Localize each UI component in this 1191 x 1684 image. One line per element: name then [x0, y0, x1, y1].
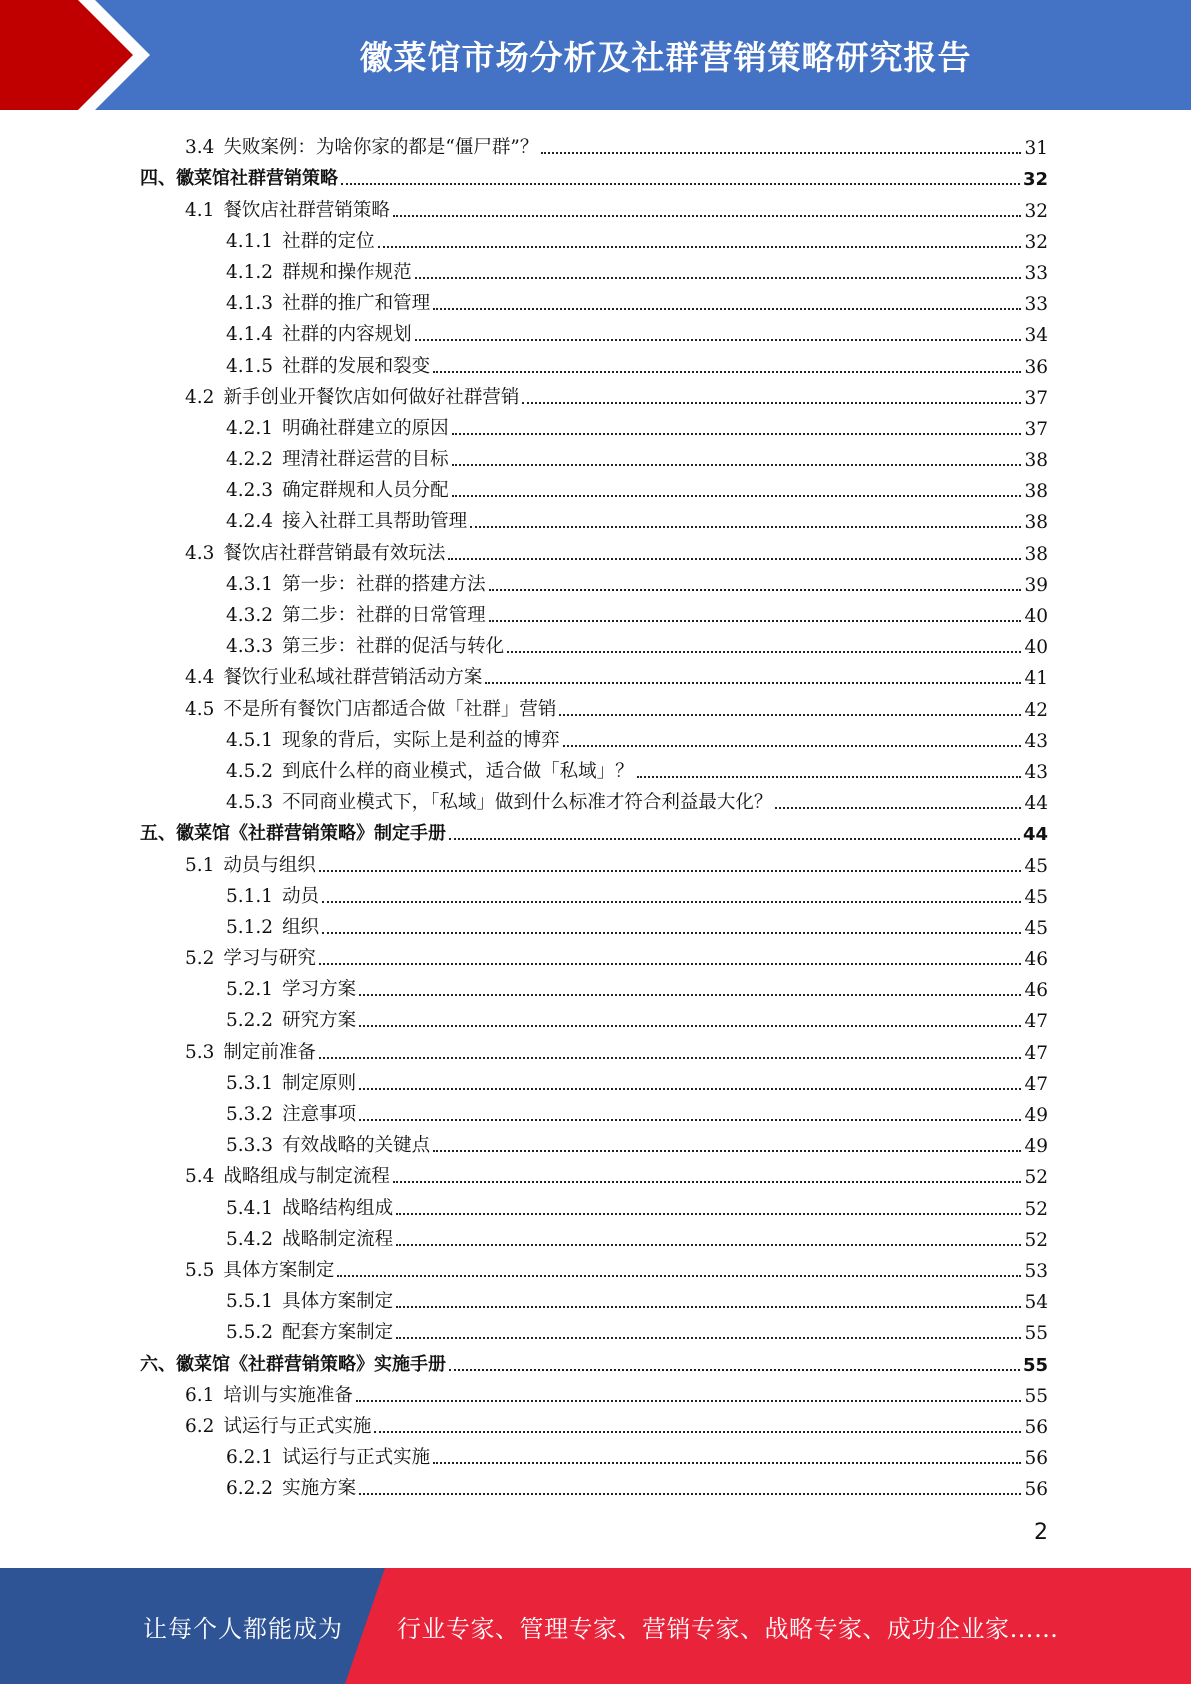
toc-leader-dots	[319, 963, 1022, 965]
toc-entry-text: 战略组成与制定流程	[223, 1166, 390, 1188]
toc-entry-text: 有效战略的关键点	[282, 1135, 431, 1157]
toc-entry-label	[226, 289, 430, 315]
toc-entry[interactable]	[140, 253, 1048, 284]
toc-leader-dots	[374, 1431, 1021, 1433]
toc-entry[interactable]	[140, 1376, 1048, 1407]
toc-entry-label	[226, 1318, 393, 1344]
toc-entry[interactable]	[140, 315, 1048, 346]
toc-entry-number: 4.5	[185, 698, 215, 720]
toc-entry-page: 46	[1024, 980, 1048, 1002]
toc-leader-dots	[452, 433, 1022, 435]
toc-leader-dots	[319, 1057, 1022, 1059]
toc-leader-dots	[396, 1306, 1021, 1308]
page-footer	[0, 1568, 1191, 1684]
toc-entry-label	[185, 944, 316, 970]
table-of-contents	[140, 128, 1048, 1500]
toc-entry-number: 4.2.1	[226, 417, 274, 439]
toc-entry-text: 社群的定位	[282, 230, 375, 252]
toc-entry[interactable]	[140, 378, 1048, 409]
toc-entry[interactable]	[140, 1469, 1048, 1500]
toc-entry-page: 49	[1024, 1105, 1048, 1126]
toc-leader-dots	[470, 526, 1021, 528]
toc-entry[interactable]	[140, 159, 1048, 190]
toc-entry-number: 5.2.2	[226, 1010, 274, 1032]
toc-entry-number: 5.5.2	[226, 1322, 274, 1344]
toc-entry-number: 6.2.1	[226, 1447, 274, 1469]
toc-entry-number: 4.3.2	[226, 605, 274, 626]
toc-entry-label	[226, 1474, 356, 1500]
toc-leader-dots	[452, 464, 1022, 466]
toc-entry[interactable]	[140, 752, 1048, 783]
toc-leader-dots	[359, 1119, 1021, 1121]
toc-entry-page: 34	[1024, 325, 1048, 347]
toc-entry[interactable]	[140, 658, 1048, 689]
toc-entry-page: 38	[1024, 450, 1048, 472]
toc-entry-page: 43	[1024, 761, 1048, 783]
toc-entry-number: 4.3.3	[226, 636, 274, 658]
toc-entry-page: 36	[1024, 356, 1048, 378]
toc-entry-text: 六、徽菜馆《社群营销策略》实施手册	[140, 1353, 446, 1375]
toc-leader-dots	[319, 870, 1022, 872]
toc-entry-text: 明确社群建立的原因	[282, 417, 449, 439]
toc-entry-label	[226, 1100, 356, 1126]
toc-entry-number: 4.1.5	[226, 355, 274, 377]
toc-entry-number: 5.3.2	[226, 1104, 274, 1125]
toc-entry-number: 4.1.3	[226, 293, 274, 315]
toc-leader-dots	[452, 495, 1022, 497]
toc-entry-number: 5.4.1	[226, 1197, 274, 1219]
toc-entry-text: 确定群规和人员分配	[282, 480, 449, 502]
toc-leader-dots	[415, 277, 1022, 279]
toc-entry-page: 56	[1024, 1416, 1048, 1438]
toc-entry-label	[185, 196, 390, 222]
toc-entry-label	[140, 1350, 446, 1376]
toc-entry-number: 5.1	[185, 854, 215, 876]
toc-leader-dots	[396, 1244, 1021, 1246]
toc-entry-text: 具体方案制定	[223, 1259, 335, 1281]
toc-entry-page: 41	[1024, 668, 1048, 690]
toc-entry-number: 5.5.1	[226, 1291, 274, 1313]
toc-leader-dots	[322, 901, 1021, 903]
toc-entry[interactable]	[140, 1220, 1048, 1251]
toc-entry-page: 56	[1024, 1479, 1048, 1501]
toc-leader-dots	[393, 1181, 1022, 1183]
toc-entry-page: 47	[1024, 1011, 1048, 1033]
toc-entry[interactable]	[140, 721, 1048, 752]
toc-entry-number: 4.2.2	[226, 449, 274, 471]
toc-entry-label	[185, 663, 482, 689]
toc-entry[interactable]	[140, 1095, 1048, 1126]
toc-entry-number: 6.2.2	[226, 1478, 274, 1500]
toc-entry-page: 38	[1024, 512, 1048, 534]
toc-entry-label	[185, 1412, 371, 1438]
toc-entry-number: 4.2	[185, 386, 215, 408]
footer-slogan-left: 让每个人都能成为	[143, 1614, 343, 1643]
toc-entry-label	[226, 975, 356, 1001]
toc-entry[interactable]	[140, 1001, 1048, 1032]
toc-entry-label	[185, 1162, 390, 1188]
toc-entry[interactable]	[140, 627, 1048, 658]
toc-entry[interactable]	[140, 471, 1048, 502]
toc-entry-text: 五、徽菜馆《社群营销策略》制定手册	[140, 823, 446, 845]
toc-entry-label	[226, 632, 504, 658]
toc-leader-dots	[485, 682, 1021, 684]
toc-entry-label	[226, 1225, 393, 1251]
toc-entry[interactable]	[140, 1188, 1048, 1219]
toc-entry-label	[185, 1256, 334, 1282]
toc-entry-number: 4.2.4	[226, 511, 274, 533]
toc-entry-label	[185, 695, 556, 721]
toc-entry-text: 制定前准备	[223, 1041, 316, 1063]
toc-entry-page: 55	[1024, 1385, 1048, 1407]
toc-entry-number: 4.5.2	[226, 760, 274, 782]
toc-entry-page: 53	[1024, 1260, 1048, 1282]
toc-entry[interactable]	[140, 1344, 1048, 1375]
toc-entry[interactable]	[140, 533, 1048, 564]
toc-entry-number: 6.2	[185, 1415, 215, 1437]
toc-entry-text: 组织	[282, 916, 320, 938]
toc-entry-label	[226, 227, 375, 253]
toc-entry[interactable]	[140, 502, 1048, 533]
toc-entry-text: 配套方案制定	[282, 1322, 394, 1344]
toc-leader-dots	[448, 558, 1021, 560]
toc-entry-text: 到底什么样的商业模式，适合做「私域」？	[282, 760, 634, 782]
toc-entry-number: 3.4	[185, 137, 215, 159]
toc-entry-text: 不是所有餐饮门店都适合做「社群」营销	[223, 698, 557, 720]
toc-entry-text: 试运行与正式实施	[223, 1415, 372, 1437]
toc-entry-text: 现象的背后，实际上是利益的博弈	[282, 729, 560, 751]
toc-entry-label	[140, 164, 338, 190]
toc-entry[interactable]	[140, 284, 1048, 315]
toc-entry[interactable]	[140, 128, 1048, 159]
toc-entry-text: 第一步：社群的搭建方法	[282, 573, 486, 595]
toc-entry[interactable]	[140, 783, 1048, 814]
toc-entry-page: 45	[1024, 917, 1048, 939]
toc-entry-label	[185, 1381, 353, 1407]
toc-entry-text: 群规和操作规范	[282, 261, 412, 283]
toc-entry-text: 试运行与正式实施	[282, 1447, 431, 1469]
toc-leader-dots	[396, 1337, 1021, 1339]
toc-entry-text: 社群的发展和裂变	[282, 355, 431, 377]
toc-leader-dots	[337, 1275, 1021, 1277]
toc-entry-number: 4.5.1	[226, 729, 274, 751]
toc-entry-page: 37	[1024, 387, 1048, 409]
toc-leader-dots	[415, 339, 1022, 341]
toc-entry[interactable]	[140, 1407, 1048, 1438]
toc-leader-dots	[359, 1493, 1021, 1495]
toc-leader-dots	[433, 371, 1021, 373]
toc-entry-page: 45	[1024, 886, 1048, 908]
toc-leader-dots	[359, 1025, 1021, 1027]
toc-entry-text: 第三步：社群的促活与转化	[282, 636, 505, 658]
toc-entry-number: 4.1.2	[226, 261, 274, 283]
toc-entry[interactable]	[140, 190, 1048, 221]
toc-entry-page: 32	[1024, 200, 1048, 222]
toc-entry-number: 5.3.3	[226, 1135, 274, 1157]
toc-leader-dots	[449, 838, 1020, 840]
toc-entry-page: 38	[1024, 543, 1048, 565]
toc-entry[interactable]	[140, 814, 1048, 845]
toc-entry-number: 4.4	[185, 667, 215, 689]
toc-entry-text: 实施方案	[282, 1478, 357, 1500]
toc-leader-dots	[433, 1462, 1021, 1464]
toc-entry-number: 4.1.1	[226, 230, 274, 252]
toc-entry-text: 接入社群工具帮助管理	[282, 511, 468, 533]
toc-entry[interactable]	[140, 409, 1048, 440]
toc-entry-page: 55	[1024, 1323, 1048, 1345]
toc-entry-page: 40	[1024, 637, 1048, 659]
toc-leader-dots	[433, 308, 1021, 310]
toc-entry-page: 52	[1024, 1198, 1048, 1220]
toc-entry-number: 6.1	[185, 1384, 215, 1406]
toc-entry[interactable]	[140, 970, 1048, 1001]
report-title: 徽菜馆市场分析及社群营销策略研究报告	[359, 37, 972, 77]
header-arrow-icon	[0, 0, 160, 110]
toc-leader-dots	[378, 246, 1022, 248]
toc-entry-number: 5.2.1	[226, 979, 274, 1001]
toc-entry-text: 餐饮店社群营销策略	[223, 199, 390, 221]
toc-entry-label	[226, 1069, 356, 1095]
toc-entry-label	[226, 788, 772, 814]
toc-entry-label	[185, 539, 445, 565]
toc-entry[interactable]	[140, 908, 1048, 939]
toc-entry-text: 具体方案制定	[282, 1291, 394, 1313]
toc-entry-page: 42	[1024, 699, 1048, 721]
toc-entry-label	[226, 1006, 356, 1032]
toc-leader-dots	[322, 932, 1021, 934]
toc-leader-dots	[356, 1400, 1022, 1402]
toc-leader-dots	[522, 402, 1021, 404]
toc-entry-number: 4.3.1	[226, 573, 274, 595]
toc-entry-text: 培训与实施准备	[223, 1384, 353, 1406]
toc-entry-label	[226, 476, 449, 502]
toc-entry-number: 5.3	[185, 1041, 215, 1063]
toc-leader-dots	[563, 745, 1022, 747]
toc-leader-dots	[449, 1369, 1020, 1371]
toc-entry-text: 战略制定流程	[282, 1228, 394, 1250]
toc-entry-label	[226, 445, 449, 471]
toc-entry-label	[140, 819, 446, 845]
toc-entry-page: 37	[1024, 418, 1048, 440]
page-number: 2	[1034, 1520, 1048, 1545]
toc-entry-number: 4.1.4	[226, 324, 274, 346]
toc-entry-text: 动员与组织	[223, 854, 316, 876]
toc-entry-text: 制定原则	[282, 1072, 357, 1094]
toc-entry-page: 55	[1022, 1354, 1048, 1376]
toc-entry-label	[226, 601, 486, 627]
toc-leader-dots	[396, 1213, 1021, 1215]
toc-entry-number: 4.2.3	[226, 480, 274, 502]
toc-entry-page: 32	[1024, 231, 1048, 253]
toc-entry[interactable]	[140, 1157, 1048, 1188]
toc-entry-page: 33	[1024, 262, 1048, 284]
toc-entry-page: 49	[1024, 1136, 1048, 1158]
toc-entry[interactable]	[140, 565, 1048, 596]
toc-entry-label	[185, 383, 519, 409]
toc-leader-dots	[637, 776, 1022, 778]
toc-entry-label	[226, 757, 634, 783]
toc-leader-dots	[489, 620, 1022, 622]
toc-entry-page: 56	[1024, 1448, 1048, 1470]
toc-entry-text: 四、徽菜馆社群营销策略	[140, 168, 338, 190]
toc-entry-text: 注意事项	[282, 1104, 357, 1125]
toc-entry-number: 4.1	[185, 199, 215, 221]
toc-entry-page: 44	[1022, 824, 1048, 846]
footer-slogan-right: 行业专家、管理专家、营销专家、战略专家、成功企业家……	[397, 1614, 1059, 1643]
toc-entry-text: 研究方案	[282, 1010, 357, 1032]
toc-entry-text: 学习方案	[282, 979, 357, 1001]
toc-entry-number: 5.4	[185, 1166, 215, 1188]
toc-entry-label	[185, 1038, 316, 1064]
toc-entry-label	[226, 320, 412, 346]
toc-entry-label	[226, 1287, 393, 1313]
toc-entry[interactable]	[140, 1282, 1048, 1313]
toc-leader-dots	[393, 215, 1022, 217]
toc-entry-page: 52	[1024, 1167, 1048, 1189]
toc-entry-text: 新手创业开餐饮店如何做好社群营销	[223, 386, 520, 408]
toc-entry-number: 5.1.2	[226, 916, 274, 938]
toc-entry-page: 32	[1022, 169, 1048, 191]
toc-entry[interactable]	[140, 440, 1048, 471]
toc-entry-page: 44	[1024, 793, 1048, 815]
toc-entry-text: 学习与研究	[223, 948, 316, 970]
toc-entry-label	[226, 258, 412, 284]
toc-entry-label	[226, 414, 449, 440]
toc-leader-dots	[341, 183, 1020, 185]
toc-entry-label	[226, 882, 319, 908]
toc-entry-text: 餐饮店社群营销最有效玩法	[223, 542, 446, 564]
toc-entry-text: 理清社群运营的目标	[282, 449, 449, 471]
toc-entry-label	[226, 507, 467, 533]
toc-entry-label	[226, 570, 486, 596]
toc-entry-page: 47	[1024, 1042, 1048, 1064]
toc-entry-number: 5.5	[185, 1259, 215, 1281]
toc-entry-text: 第二步：社群的日常管理	[282, 605, 486, 626]
toc-entry-number: 5.2	[185, 948, 215, 970]
toc-entry-label	[226, 913, 319, 939]
toc-entry-label	[226, 1131, 430, 1157]
toc-entry[interactable]	[140, 222, 1048, 253]
toc-leader-dots	[775, 807, 1021, 809]
toc-entry-page: 54	[1024, 1292, 1048, 1314]
toc-entry-page: 46	[1024, 949, 1048, 971]
toc-entry-text: 战略结构组成	[282, 1197, 394, 1219]
toc-entry-number: 5.4.2	[226, 1228, 274, 1250]
toc-entry-page: 47	[1024, 1073, 1048, 1095]
toc-entry-label	[226, 1194, 393, 1220]
page-header	[0, 0, 1191, 110]
toc-leader-dots	[359, 994, 1021, 996]
toc-entry-label	[185, 851, 316, 877]
toc-entry[interactable]	[140, 346, 1048, 377]
toc-entry-number: 4.5.3	[226, 792, 274, 814]
toc-entry[interactable]	[140, 689, 1048, 720]
toc-entry[interactable]	[140, 1251, 1048, 1282]
toc-entry-text: 不同商业模式下，「私域」做到什么标准才符合利益最大化？	[282, 792, 773, 814]
toc-entry-label	[226, 726, 560, 752]
toc-leader-dots	[489, 589, 1022, 591]
toc-leader-dots	[433, 1150, 1021, 1152]
toc-leader-dots	[359, 1088, 1021, 1090]
toc-entry-number: 5.3.1	[226, 1072, 274, 1094]
toc-entry[interactable]	[140, 939, 1048, 970]
toc-entry-page: 38	[1024, 481, 1048, 503]
toc-entry-page: 31	[1024, 138, 1048, 160]
toc-entry-text: 动员	[282, 885, 320, 907]
toc-entry-label	[226, 1443, 430, 1469]
toc-entry-text: 社群的内容规划	[282, 324, 412, 346]
toc-entry[interactable]	[140, 1438, 1048, 1469]
toc-entry-label	[226, 352, 430, 378]
toc-entry[interactable]	[140, 1126, 1048, 1157]
toc-entry-page: 43	[1024, 730, 1048, 752]
toc-entry[interactable]	[140, 877, 1048, 908]
toc-entry-number: 5.1.1	[226, 885, 274, 907]
toc-entry[interactable]	[140, 1032, 1048, 1063]
toc-entry[interactable]	[140, 1313, 1048, 1344]
toc-entry[interactable]	[140, 596, 1048, 627]
toc-entry-page: 45	[1024, 855, 1048, 877]
toc-leader-dots	[541, 152, 1021, 154]
toc-entry-page: 40	[1024, 606, 1048, 627]
toc-entry-text: 失败案例：为啥你家的都是“僵尸群”？	[223, 137, 539, 159]
toc-entry-page: 39	[1024, 574, 1048, 596]
toc-entry[interactable]	[140, 1064, 1048, 1095]
toc-entry-text: 社群的推广和管理	[282, 293, 431, 315]
toc-leader-dots	[507, 651, 1021, 653]
toc-leader-dots	[559, 714, 1021, 716]
toc-entry-label	[185, 133, 538, 159]
toc-entry-number: 4.3	[185, 542, 215, 564]
toc-entry-page: 52	[1024, 1229, 1048, 1251]
toc-entry-text: 餐饮行业私域社群营销活动方案	[223, 667, 483, 689]
toc-entry[interactable]	[140, 845, 1048, 876]
toc-entry-page: 33	[1024, 294, 1048, 316]
